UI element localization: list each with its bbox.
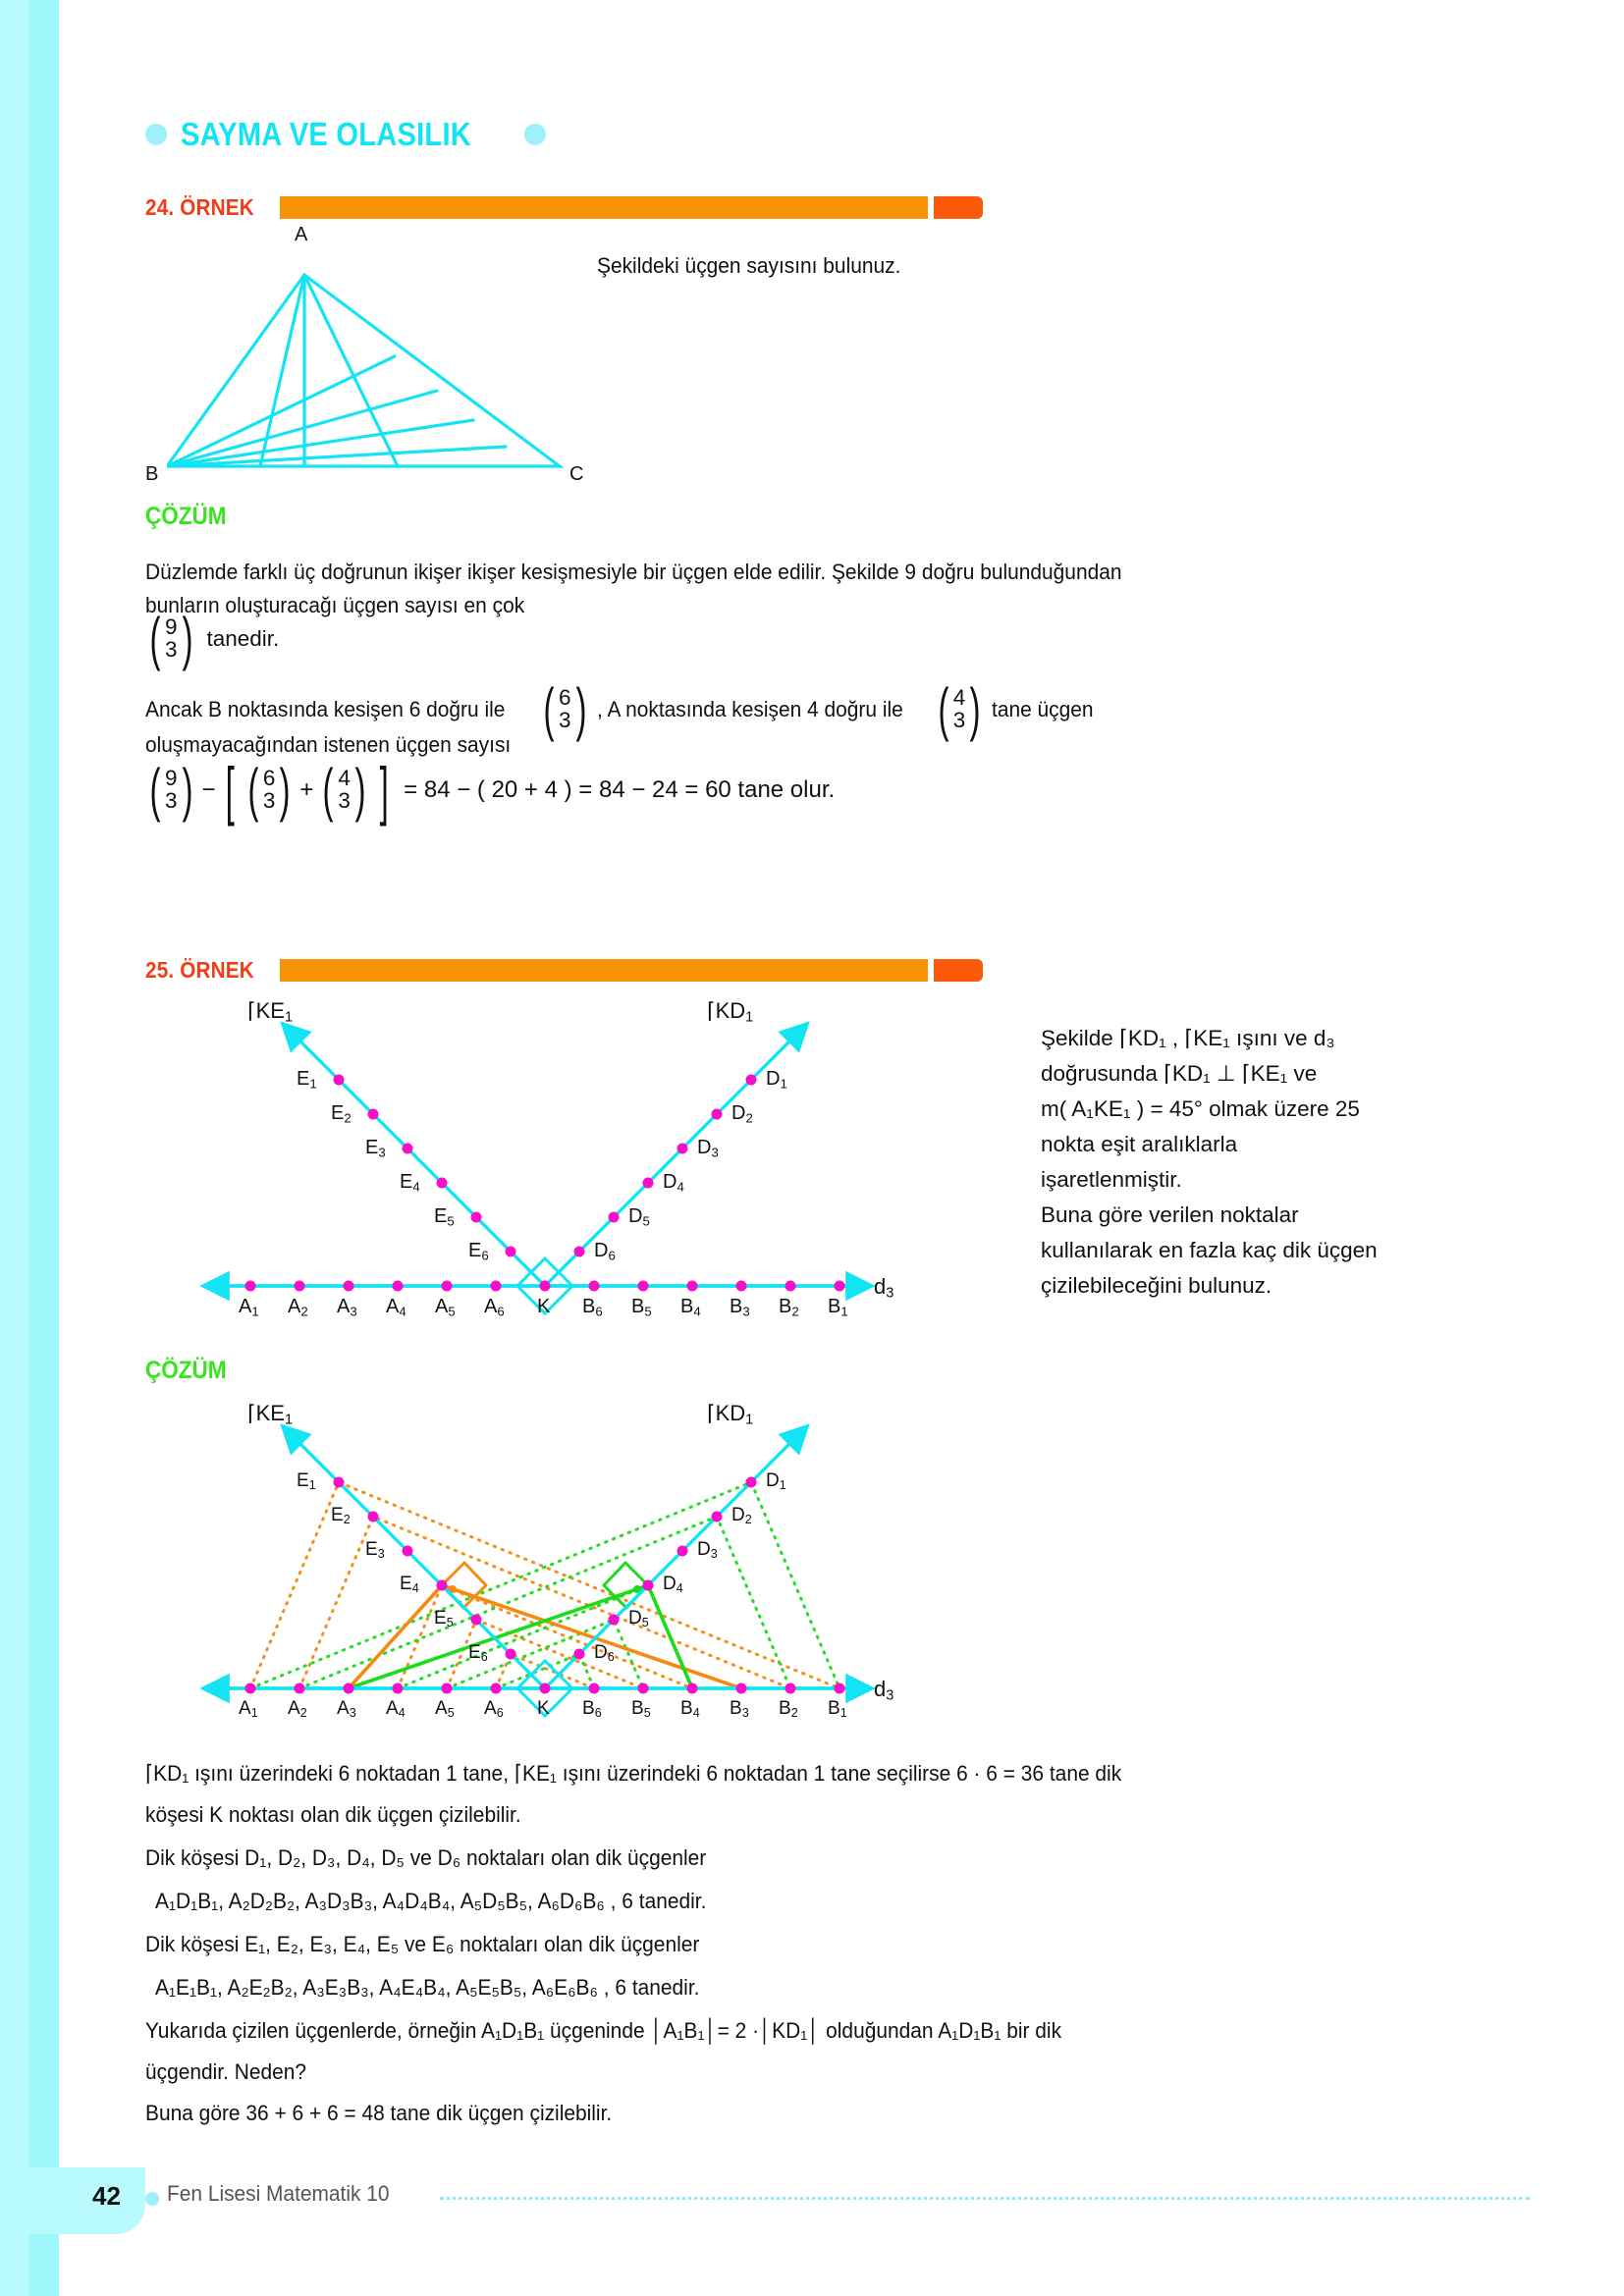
point-label-d5: $D_5$ bbox=[628, 1205, 650, 1229]
point-label-b2: $B_2$ bbox=[779, 1698, 798, 1721]
page-number-box bbox=[29, 2167, 145, 2234]
point-label-e2: $E_2$ bbox=[331, 1505, 351, 1527]
conclusion-line-4: A₁D₁B₁, A₂D₂B₂, A₃D₃B₃, A₄D₄B₄, A₅D₅B₅, A₆D₆B₆ , 6 tanedir. bbox=[155, 1889, 707, 1913]
point-label-b3: $B_3$ bbox=[730, 1296, 750, 1319]
solution-24-line-3b: , A noktasında kesişen 4 doğru ile bbox=[597, 696, 904, 721]
question-line-1: Şekilde ⌈KD₁ , ⌈KE₁ ışını ve d₃ bbox=[1041, 1026, 1335, 1050]
eq-binomial-6-3: ( 6 3 ) bbox=[247, 756, 291, 823]
example-24-bar-cap bbox=[934, 196, 983, 219]
eq-tail: = 84 − ( 20 + 4 ) = 84 − 24 = 60 tane olur. bbox=[404, 775, 836, 803]
ray-ke1-label: $⌈KE_1$ bbox=[247, 998, 294, 1026]
solution-24-line-4: oluşmayacağından istenen üçgen sayısı bbox=[145, 732, 512, 757]
point-label-a5: $A_5$ bbox=[435, 1296, 456, 1319]
point-label-k: K bbox=[537, 1698, 550, 1719]
solution-25-heading: ÇÖZÜM bbox=[145, 1357, 227, 1384]
binom-bottom: 3 bbox=[262, 787, 276, 813]
question-line-5: işaretlenmiştir. bbox=[1041, 1167, 1182, 1192]
point-label-a4: $A_4$ bbox=[386, 1698, 406, 1721]
point-label-d2: $D_2$ bbox=[731, 1505, 752, 1527]
solution-24-tanedir: tanedir. bbox=[206, 625, 280, 651]
point-label-e6: $E_6$ bbox=[468, 1642, 488, 1665]
point-label-d3: $D_3$ bbox=[697, 1539, 718, 1562]
solution-24-line-3c: tane üçgen bbox=[992, 696, 1094, 721]
eq-minus-sign: − bbox=[201, 775, 216, 803]
axis-d3-label: $d_3$ bbox=[874, 1274, 894, 1302]
point-label-e4: $E_4$ bbox=[400, 1171, 420, 1195]
point-label-e1: $E_1$ bbox=[297, 1068, 317, 1092]
point-label-d1: $D_1$ bbox=[766, 1470, 786, 1493]
example-25-bar bbox=[280, 959, 928, 982]
triangle-vertex-b-label: B bbox=[145, 463, 159, 485]
example-25-header bbox=[145, 957, 983, 984]
solution-24-line-2: bunların oluşturacağı üçgen sayısı en çok bbox=[145, 593, 525, 617]
binom-bottom: 3 bbox=[164, 636, 178, 662]
point-label-e6: $E_6$ bbox=[468, 1240, 489, 1263]
binom-top: 9 bbox=[164, 614, 178, 639]
binom-bottom: 3 bbox=[952, 707, 966, 732]
point-label-b3: $B_3$ bbox=[730, 1698, 749, 1721]
point-label-e3: $E_3$ bbox=[365, 1137, 386, 1160]
point-label-b5: $B_5$ bbox=[631, 1698, 651, 1721]
triangle-figure bbox=[145, 224, 599, 485]
question-line-3: m( A₁KE₁ ) = 45° olmak üzere 25 bbox=[1041, 1096, 1360, 1121]
point-label-a3: $A_3$ bbox=[337, 1698, 356, 1721]
point-label-a3: $A_3$ bbox=[337, 1296, 357, 1319]
binom-top: 6 bbox=[262, 766, 276, 790]
angle-figure-problem bbox=[187, 998, 933, 1325]
point-label-d6: $D_6$ bbox=[594, 1642, 615, 1665]
point-label-a1: $A_1$ bbox=[239, 1296, 259, 1319]
triangle-vertex-c-label: C bbox=[569, 463, 584, 485]
example-24-header bbox=[145, 194, 983, 221]
point-label-d4: $D_4$ bbox=[663, 1171, 684, 1195]
point-label-b2: $B_2$ bbox=[779, 1296, 799, 1319]
point-label-e5: $E_5$ bbox=[434, 1205, 455, 1229]
binomial-9-3: ( 9 3 ) bbox=[149, 605, 192, 671]
point-label-d6: $D_6$ bbox=[594, 1240, 616, 1263]
conclusion-line-6: A₁E₁B₁, A₂E₂B₂, A₃E₃B₃, A₄E₄B₄, A₅E₅B₅, A₆E₆B₆ , 6 tanedir. bbox=[155, 1975, 700, 2000]
solution-24-equation: ( 9 3 ) − [ ( 6 3 ) + ( 4 3 ) ] = 84 − ( 20 + 4 ) = 84 − 24 = 60 tane olur. bbox=[145, 768, 835, 813]
point-label-b4: $B_4$ bbox=[680, 1698, 700, 1721]
page-spine-inner bbox=[0, 0, 29, 2296]
point-label-b5: $B_5$ bbox=[631, 1296, 652, 1319]
point-label-b1: $B_1$ bbox=[828, 1296, 848, 1319]
angle-figure-problem-svg bbox=[187, 1001, 933, 1325]
example-25-bar-cap bbox=[934, 959, 983, 982]
eq-plus-sign: + bbox=[299, 775, 314, 803]
binomial-4-3: ( 4 3 ) bbox=[938, 675, 981, 742]
point-label-e3: $E_3$ bbox=[365, 1539, 385, 1562]
conclusion-line-1: ⌈KD₁ ışını üzerindeki 6 noktadan 1 tane, ⌈KE₁ ışını üzerindeki 6 noktadan 1 tane seçilirse 6 · 6 = 36 tane dik bbox=[145, 1761, 1122, 1786]
point-label-b6: $B_6$ bbox=[582, 1296, 603, 1319]
point-label-a2: $A_2$ bbox=[288, 1296, 308, 1319]
question-line-4: nokta eşit aralıklarla bbox=[1041, 1132, 1238, 1156]
example-24-bar bbox=[280, 196, 928, 219]
example-24-label: 24. ÖRNEK bbox=[145, 194, 254, 220]
conclusion-line-9: Buna göre 36 + 6 + 6 = 48 tane dik üçgen çizilebilir. bbox=[145, 2101, 613, 2125]
ray-kd1-label: $⌈KD_1$ bbox=[707, 998, 754, 1026]
binom-top: 4 bbox=[338, 766, 351, 790]
chapter-title: SAYMA VE OLASILIK bbox=[181, 116, 472, 152]
point-label-a2: $A_2$ bbox=[288, 1698, 307, 1721]
ray-kd1-label: $⌈KD_1$ bbox=[707, 1401, 754, 1428]
point-label-b6: $B_6$ bbox=[582, 1698, 602, 1721]
triangle-vertex-a-label: A bbox=[295, 224, 308, 245]
point-label-e5: $E_5$ bbox=[434, 1608, 454, 1630]
point-label-k: K bbox=[537, 1296, 551, 1317]
solution-24-line-1: Düzlemde farklı üç doğrunun ikişer ikişer kesişmesiyle bir üçgen elde edilir. Şekilde 9 doğru bulunduğundan bbox=[145, 560, 1122, 584]
binom-top: 4 bbox=[952, 685, 966, 710]
binom-bottom: 3 bbox=[558, 707, 571, 732]
ray-ke1-label: $⌈KE_1$ bbox=[247, 1401, 294, 1428]
conclusion-line-8: üçgendir. Neden? bbox=[145, 2059, 307, 2084]
conclusion-line-7: Yukarıda çizilen üçgenlerde, örneğin A₁D₁B₁ üçgeninde │A₁B₁│= 2 ·│KD₁│ olduğundan A₁D₁B₁ bir dik bbox=[145, 2018, 1062, 2043]
conclusion-line-5: Dik köşesi E₁, E₂, E₃, E₄, E₅ ve E₆ noktaları olan dik üçgenler bbox=[145, 1932, 700, 1956]
point-label-a6: $A_6$ bbox=[484, 1698, 504, 1721]
point-label-e4: $E_4$ bbox=[400, 1574, 419, 1596]
triangle-svg bbox=[167, 245, 599, 481]
question-line-2: doğrusunda ⌈KD₁ ⊥ ⌈KE₁ ve bbox=[1041, 1061, 1318, 1086]
angle-figure-solution-svg bbox=[187, 1404, 933, 1728]
footer-divider bbox=[440, 2197, 1530, 2200]
example-24-question: Şekildeki üçgen sayısını bulunuz. bbox=[597, 253, 901, 278]
point-label-e2: $E_2$ bbox=[331, 1102, 352, 1126]
point-label-b1: $B_1$ bbox=[828, 1698, 847, 1721]
eq-binomial-4-3: ( 4 3 ) bbox=[322, 756, 366, 823]
point-label-a1: $A_1$ bbox=[239, 1698, 258, 1721]
question-line-8: çizilebileceğini bulunuz. bbox=[1041, 1273, 1272, 1298]
point-label-e1: $E_1$ bbox=[297, 1470, 316, 1493]
point-label-a4: $A_4$ bbox=[386, 1296, 406, 1319]
point-label-a5: $A_5$ bbox=[435, 1698, 455, 1721]
solution-24-line-3 bbox=[145, 675, 1102, 742]
chapter-header bbox=[145, 116, 546, 153]
point-label-d5: $D_5$ bbox=[628, 1608, 649, 1630]
bullet-dot-icon bbox=[524, 124, 546, 145]
conclusion-line-2: köşesi K noktası olan dik üçgen çizilebilir. bbox=[145, 1802, 521, 1827]
solution-24-line-3a: Ancak B noktasında kesişen 6 doğru ile bbox=[145, 696, 506, 721]
point-label-d2: $D_2$ bbox=[731, 1102, 753, 1126]
bullet-dot-icon bbox=[145, 124, 167, 145]
footer-bullet-icon bbox=[145, 2192, 159, 2206]
binomial-6-3: ( 6 3 ) bbox=[543, 675, 586, 742]
binom-bottom: 3 bbox=[338, 787, 351, 813]
footer-book-title: Fen Lisesi Matematik 10 bbox=[167, 2181, 390, 2206]
question-line-6: Buna göre verilen noktalar bbox=[1041, 1202, 1299, 1227]
point-label-d1: $D_1$ bbox=[766, 1068, 787, 1092]
page-spine bbox=[0, 0, 59, 2296]
point-label-d4: $D_4$ bbox=[663, 1574, 683, 1596]
example-25-question bbox=[1041, 1021, 1463, 1304]
solution-24-binom-row bbox=[145, 605, 280, 671]
page-number: 42 bbox=[92, 2181, 121, 2211]
binom-bottom: 3 bbox=[164, 787, 178, 813]
binom-top: 6 bbox=[558, 685, 571, 710]
angle-figure-solution bbox=[187, 1401, 933, 1728]
point-label-b4: $B_4$ bbox=[680, 1296, 701, 1319]
solution-24-heading: ÇÖZÜM bbox=[145, 503, 227, 530]
binom-top: 9 bbox=[164, 766, 178, 790]
example-25-label: 25. ÖRNEK bbox=[145, 957, 254, 983]
question-line-7: kullanılarak en fazla kaç dik üçgen bbox=[1041, 1238, 1378, 1262]
eq-binomial-9-3: ( 9 3 ) bbox=[149, 756, 192, 823]
axis-d3-label: $d_3$ bbox=[874, 1677, 894, 1704]
point-label-a6: $A_6$ bbox=[484, 1296, 505, 1319]
conclusion-line-3: Dik köşesi D₁, D₂, D₃, D₄, D₅ ve D₆ noktaları olan dik üçgenler bbox=[145, 1845, 707, 1870]
point-label-d3: $D_3$ bbox=[697, 1137, 719, 1160]
